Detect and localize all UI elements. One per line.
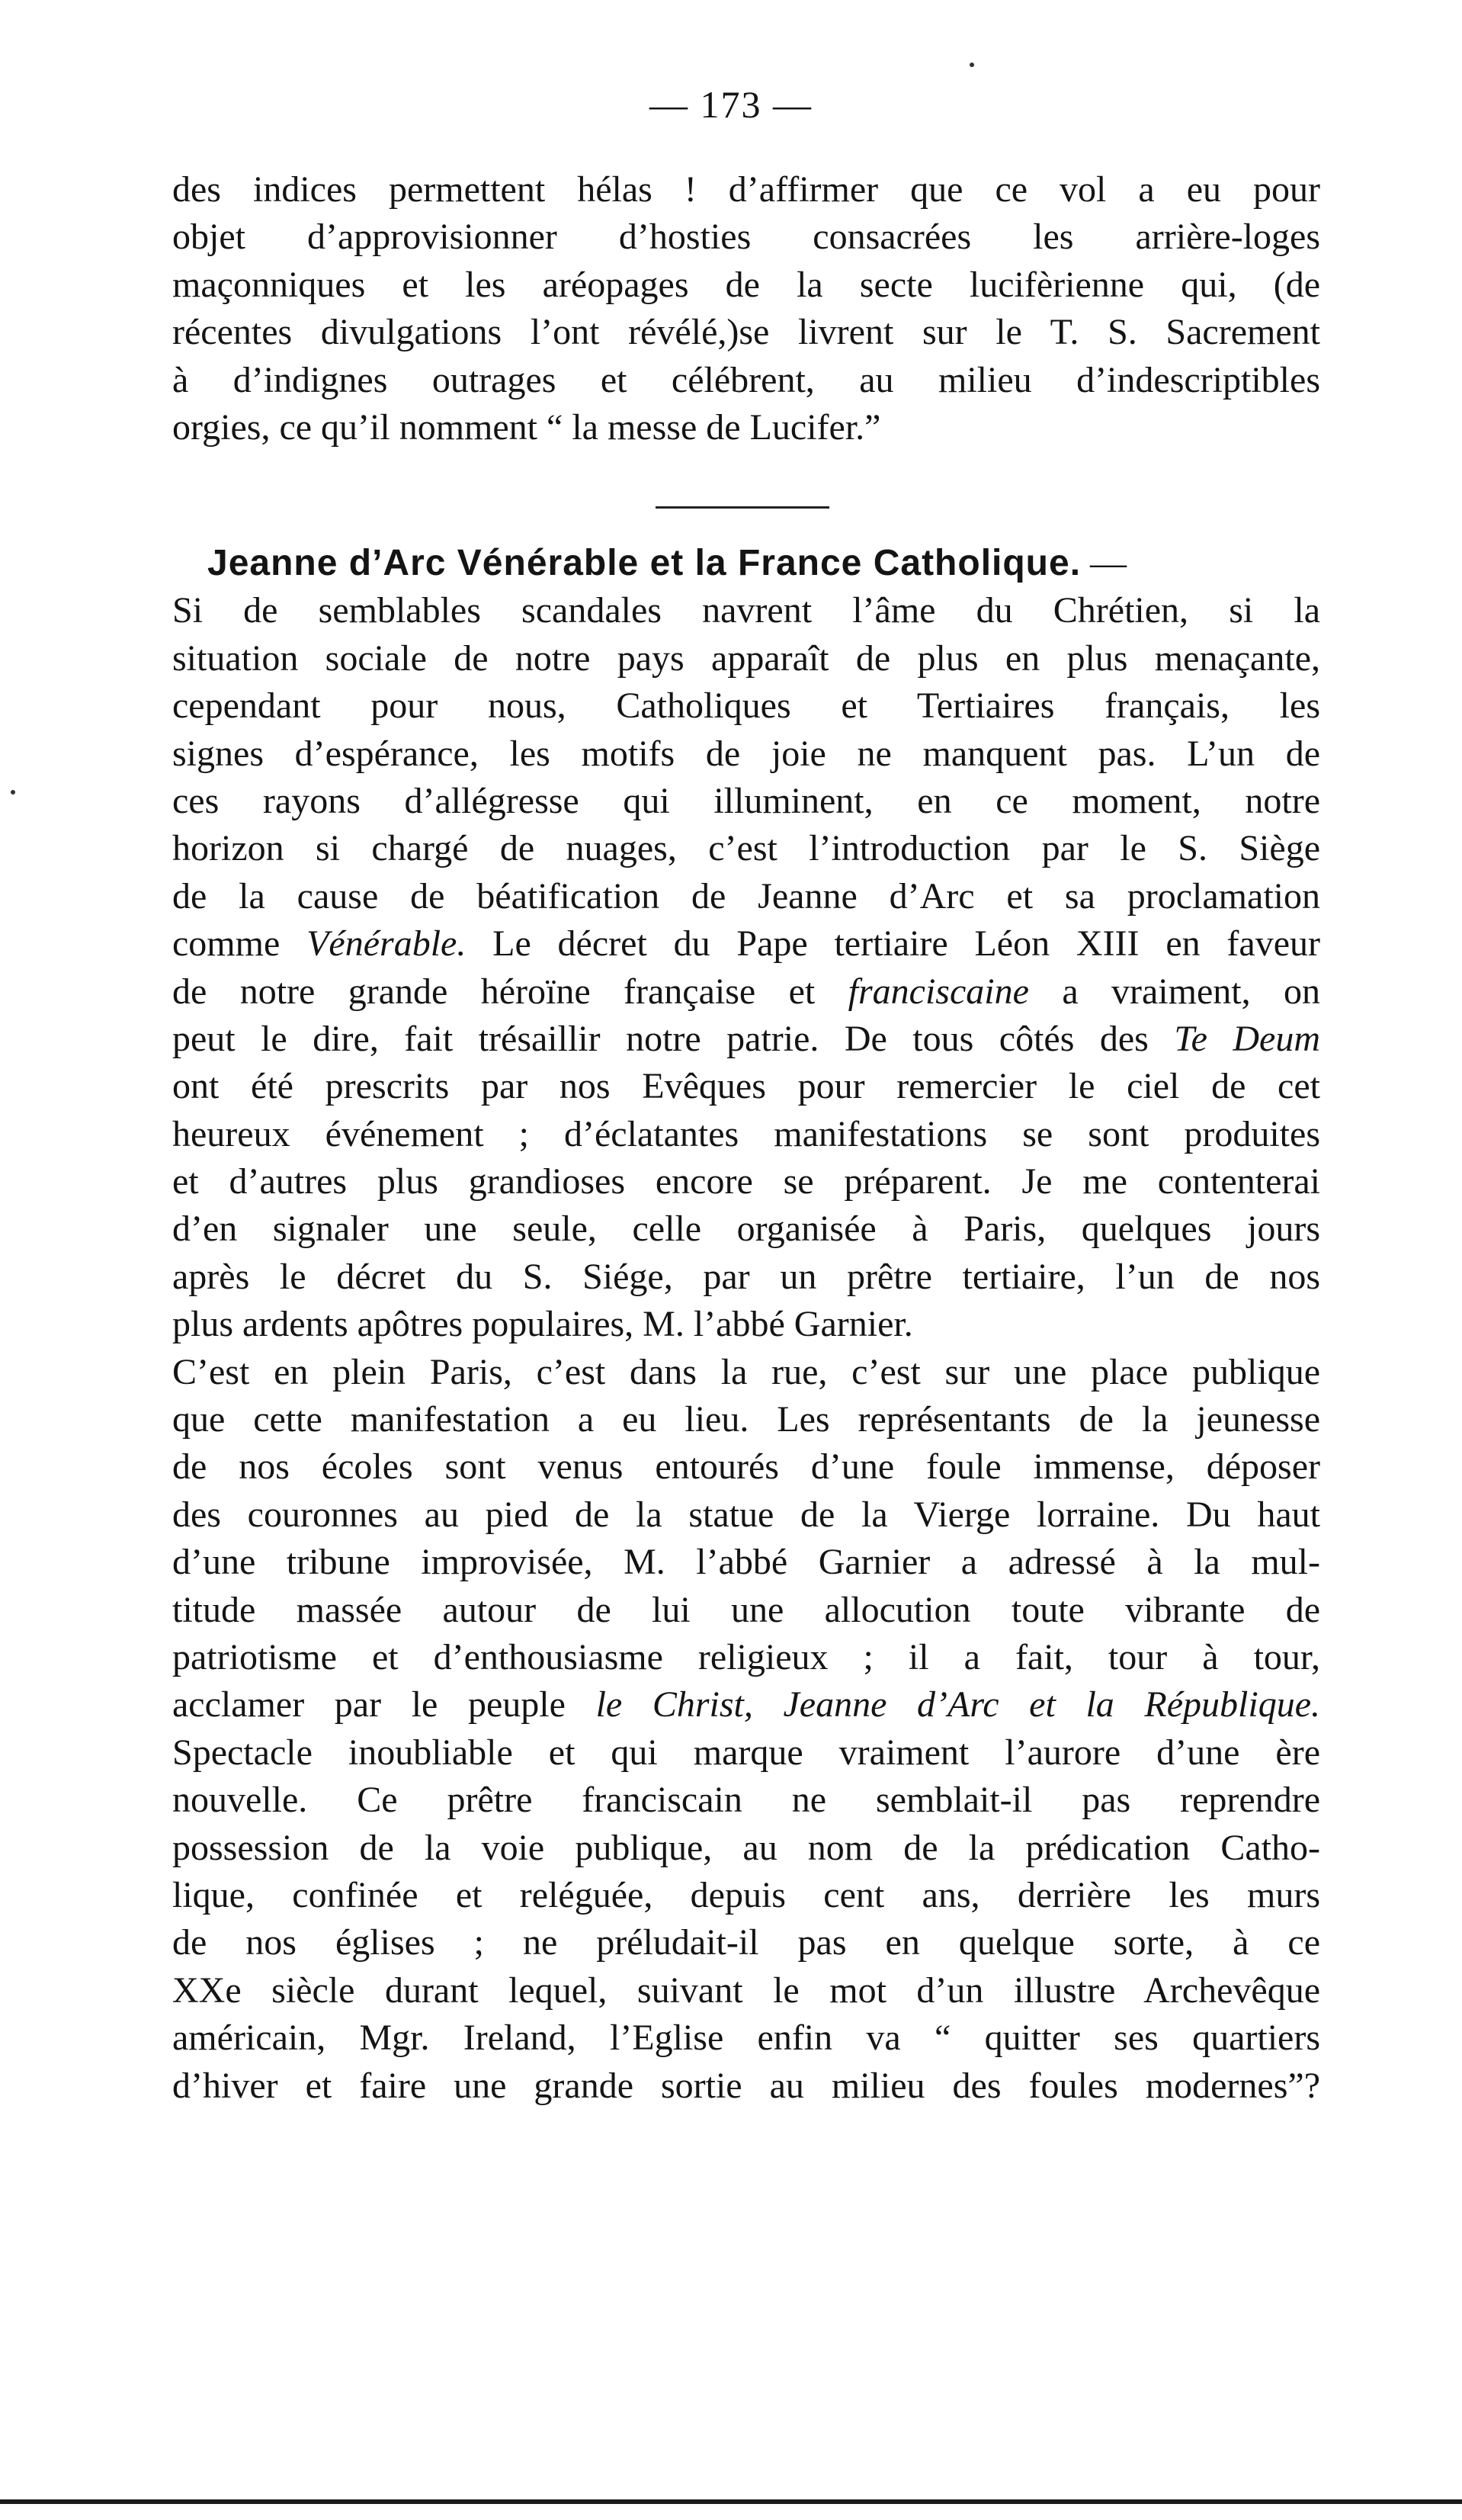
text-line: Si de semblables scandales navrent l’âme du Chrétien, si la <box>172 590 1320 631</box>
text-run: a vraiment, on <box>1028 971 1320 1012</box>
text-line: des couronnes au pied de la statue de la Vierge lorraine. Du haut <box>172 1494 1320 1535</box>
text-line: heureux événement ; d’éclatantes manifestations se sont produites <box>172 1113 1320 1154</box>
text-line: après le décret du S. Siége, par un prêtre tertiaire, l’un de nos <box>172 1256 1320 1297</box>
section-divider <box>656 506 829 509</box>
text-line: nouvelle. Ce prêtre franciscain ne semblait-il pas reprendre <box>172 1780 1320 1821</box>
text-line: d’en signaler une seule, celle organisée à Paris, quelques jours <box>172 1209 1320 1250</box>
text-run: acclamer par le peuple <box>172 1684 596 1725</box>
paragraph-opening <box>172 166 1320 451</box>
italic-venerable: Vénérable. <box>306 923 466 965</box>
italic-te-deum: Te Deum <box>1174 1018 1320 1059</box>
text-line: à d’indignes outrages et célébrent, au milieu d’indescriptibles <box>172 359 1320 400</box>
text-line-te-deum <box>172 1016 1320 1063</box>
text-line: horizon si chargé de nuages, c’est l’introduction par le S. Siège <box>172 828 1320 869</box>
heading-dash: — <box>1081 543 1127 583</box>
text-line: maçonniques et les aréopages de la secte lucifèrienne qui, (de <box>172 264 1320 305</box>
text-line: des indices permettent hélas ! d’affirmer que ce vol a eu pour <box>172 169 1320 210</box>
text-line: ont été prescrits par nos Evêques pour remercier le ciel de cet <box>172 1066 1320 1107</box>
text-line: de nos églises ; ne préludait-il pas en quelque sorte, à ce <box>172 1922 1320 1963</box>
print-speck <box>970 63 974 67</box>
text-run: peut le dire, fait trésaillir notre patrie. De tous côtés des <box>172 1018 1175 1059</box>
text-line: situation sociale de notre pays apparaît de plus en plus menaçante, <box>172 637 1320 679</box>
text-run: comme <box>172 923 307 965</box>
text-line: de la cause de béatification de Jeanne d’Arc et sa proclamation <box>172 875 1320 917</box>
text-line: Spectacle inoubliable et qui marque vraiment l’aurore d’une ère <box>172 1732 1320 1773</box>
page-bottom-edge <box>0 2499 1462 2504</box>
text-line-venerable <box>172 920 1320 968</box>
text-line: C’est en plein Paris, c’est dans la rue, c’est sur une place publique <box>172 1351 1320 1392</box>
text-line: XXe siècle durant lequel, suivant le mot d’un illustre Archevêque <box>172 1969 1320 2011</box>
text-line: américain, Mgr. Ireland, l’Eglise enfin va “ quitter ses quartiers <box>172 2018 1320 2059</box>
italic-acclamation: le Christ, Jeanne d’Arc et la République. <box>595 1684 1320 1725</box>
text-line: possession de la voie publique, au nom de la prédication Catho- <box>172 1827 1320 1868</box>
section-heading: Jeanne d’Arc Vénérable et la France Catholique. <box>207 543 1082 583</box>
text-line: signes d’espérance, les motifs de joie ne manquent pas. L’un de <box>172 733 1320 774</box>
text-line: ces rayons d’allégresse qui illuminent, en ce moment, notre <box>172 780 1320 821</box>
text-line: d’hiver et faire une grande sortie au milieu des foules modernes”? <box>172 2065 1320 2106</box>
text-line: orgies, ce qu’il nomment “ la messe de Lucifer.” <box>172 406 881 448</box>
text-line: titude massée autour de lui une allocution toute vibrante de <box>172 1589 1320 1630</box>
text-line: plus ardents apôtres populaires, M. l’abbé Garnier. <box>172 1304 913 1345</box>
text-run: de notre grande héroïne française et <box>172 971 848 1012</box>
page-number: — 173 — <box>649 83 813 126</box>
text-line: cependant pour nous, Catholiques et Tertiaires français, les <box>172 685 1320 727</box>
print-speck <box>11 790 15 795</box>
text-line: récentes divulgations l’ont révélé,)se livrent sur le T. S. Sacrement <box>172 312 1320 353</box>
text-line: patriotisme et d’enthousiasme religieux ; il a fait, tour à tour, <box>172 1636 1320 1677</box>
text-line-acclamer <box>172 1681 1320 1729</box>
italic-franciscaine: franciscaine <box>848 971 1029 1012</box>
section-heading-line <box>172 540 1320 587</box>
section-jeanne-d-arc <box>172 540 1320 2110</box>
text-run: Le décret du Pape tertiaire Léon XIII en faveur <box>466 923 1320 965</box>
text-line: que cette manifestation a eu lieu. Les représentants de la jeunesse <box>172 1399 1320 1440</box>
text-line: de nos écoles sont venus entourés d’une foule immense, déposer <box>172 1446 1320 1488</box>
text-line: d’une tribune improvisée, M. l’abbé Garnier a adressé à la mul- <box>172 1542 1320 1583</box>
text-line: et d’autres plus grandioses encore se préparent. Je me contenterai <box>172 1161 1320 1202</box>
text-line-franciscaine <box>172 968 1320 1016</box>
text-line: lique, confinée et reléguée, depuis cent ans, derrière les murs <box>172 1874 1320 1915</box>
text-line: objet d’approvisionner d’hosties consacrées les arrière-loges <box>172 217 1320 258</box>
